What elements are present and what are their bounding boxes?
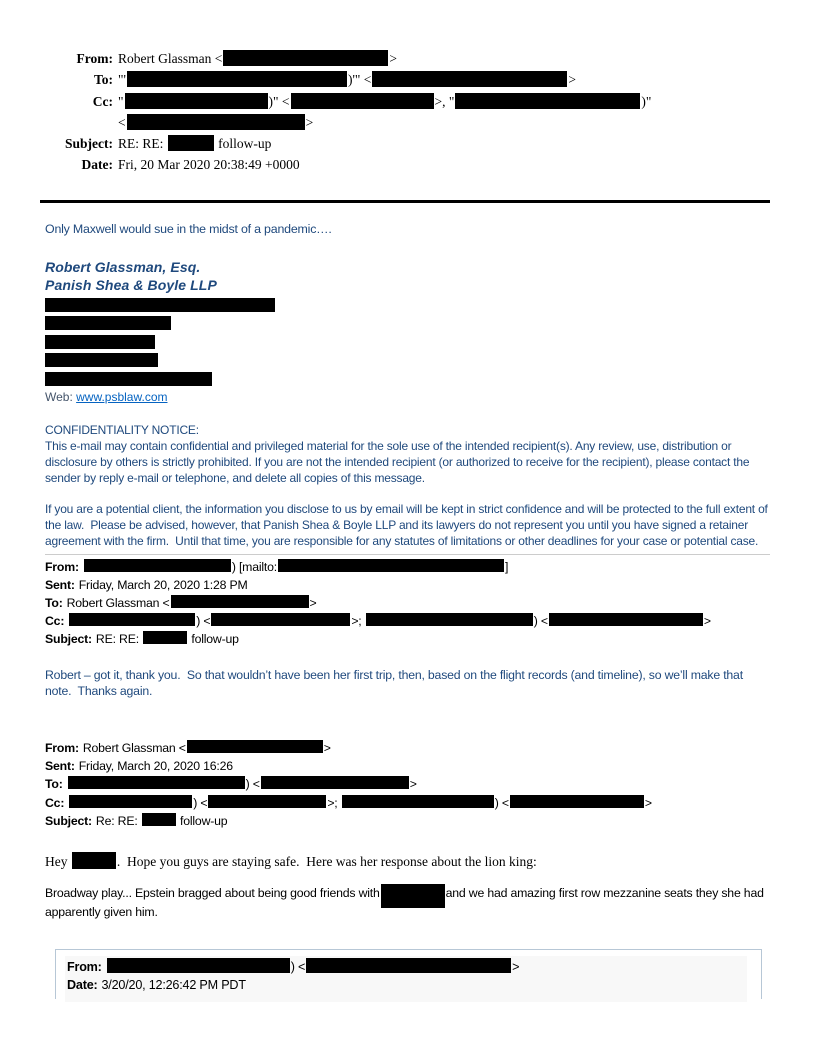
date-label: Date: [67, 978, 98, 993]
redaction-bar [45, 316, 171, 330]
redaction-bar [208, 795, 326, 808]
header-row-date [67, 976, 743, 994]
redaction-bar [127, 114, 305, 130]
redaction-bar [223, 50, 388, 66]
date-label: Date: [81, 157, 113, 173]
web-label: Web: [45, 390, 77, 405]
redaction-bar [125, 93, 268, 109]
to-label: To: [45, 596, 63, 611]
from-label: From: [45, 741, 79, 756]
header-row-date [45, 154, 651, 175]
from-label: From: [45, 559, 79, 574]
header-row-cc [45, 794, 770, 812]
notice-paragraph-1 [45, 423, 770, 486]
redaction-bar [211, 613, 350, 626]
redaction-bar [107, 958, 290, 973]
redaction-bar [68, 776, 245, 789]
redaction-bar [127, 71, 347, 87]
redaction-bar [69, 613, 195, 626]
notice-title: CONFIDENTIALITY NOTICE: [45, 423, 199, 438]
redaction-bar [171, 595, 309, 608]
header-row-sent [45, 576, 770, 594]
redaction-bar [291, 93, 434, 109]
from-label: From: [76, 51, 113, 66]
quoted-email-panel [65, 956, 747, 1002]
subject-label: Subject: [45, 632, 92, 647]
from-value: ) [mailto: ] [83, 560, 508, 574]
date-value: Fri, 20 Mar 2020 20:38:49 +0000 [118, 157, 300, 173]
header-row-to [45, 69, 651, 90]
signature-firm: Panish Shea & Boyle LLP [45, 277, 217, 294]
sent-value: Friday, March 20, 2020 1:28 PM [78, 577, 248, 592]
subject-label: Subject: [45, 813, 92, 828]
header-row-to [45, 594, 770, 612]
reply1-message: Robert – got it, thank you. So that wouldn’t have been her first trip, then, based on the flight records (and timeline), so we’ll make that note. Thanks again. [45, 667, 747, 698]
redaction-bar [45, 353, 158, 367]
redaction-bar [45, 335, 155, 349]
redaction-bar [187, 740, 323, 753]
message1-intro-line: Only Maxwell would sue in the midst of a pandemic…. [45, 221, 332, 236]
redaction-bar [261, 776, 409, 789]
header-row-to [45, 775, 770, 793]
cc-value: " )" < >, " )" < > [118, 93, 652, 130]
from-value: ) < > [106, 960, 520, 974]
cc-value: ) < >; ) < > [68, 614, 711, 628]
confidentiality-notice [45, 423, 770, 549]
from-value: Robert Glassman < > [118, 51, 397, 66]
to-value: ) < > [67, 777, 417, 791]
notice-paragraph-2 [45, 502, 770, 549]
header-row-subject [45, 812, 770, 830]
sent-label: Sent: [45, 759, 75, 774]
redaction-bar [342, 795, 494, 808]
redaction-bar [143, 631, 187, 644]
quoted-email-box [55, 949, 762, 999]
subject-label: Subject: [65, 136, 113, 152]
redaction-bar [278, 559, 504, 572]
cc-value: ) < >; ) < > [68, 796, 652, 810]
from-label: From: [67, 960, 102, 975]
subject-value: RE: RE: follow-up [118, 136, 272, 152]
psblaw-link[interactable]: www.psblaw.com [76, 390, 168, 405]
header-row-cc [45, 612, 770, 630]
signature-redactions [45, 298, 770, 386]
notice-text-2: If you are a potential client, the information you disclose to us by email will be kept in strict confidence and will be protected to the full extent of the law. Please be advised, however, that Panish Shea & Boyle LLP and its lawyers do not represent you until you have signed a retainer agreement with the firm. Until that time, you are responsible for any statutes of limitations or other deadlines for your case or potential case. [45, 502, 771, 548]
redaction-bar [381, 884, 445, 908]
reply2-header [45, 739, 770, 830]
redaction-bar [455, 93, 640, 109]
reply-divider-rule [45, 554, 770, 555]
to-value: Robert Glassman < > [66, 596, 317, 611]
redaction-bar [372, 71, 567, 87]
reply2-greeting-line: Hey . Hope you guys are staying safe. Here was her response about the lion king: [45, 854, 537, 870]
signature-name: Robert Glassman, Esq. [45, 258, 201, 275]
email-header-table [45, 48, 651, 176]
date-value: 3/20/20, 12:26:42 PM PDT [101, 978, 246, 993]
header-row-sent [45, 757, 770, 775]
sent-label: Sent: [45, 577, 75, 592]
redaction-bar [306, 958, 511, 973]
redaction-bar [142, 813, 176, 826]
sent-value: Friday, March 20, 2020 16:26 [78, 759, 233, 774]
redaction-bar [69, 795, 192, 808]
redaction-bar [549, 613, 703, 626]
to-value: "' )'" < > [118, 72, 577, 88]
header-row-subject [45, 133, 651, 154]
redaction-bar [45, 372, 212, 386]
redaction-bar [45, 298, 275, 312]
subject-value: Re: RE: follow-up [95, 813, 228, 828]
header-row-from [45, 739, 770, 757]
signature-block [45, 258, 770, 406]
reply1-header [45, 558, 770, 649]
signature-web-line [45, 390, 770, 405]
cc-label: Cc: [45, 614, 65, 629]
header-row-subject [45, 630, 770, 648]
redaction-bar [366, 613, 533, 626]
redaction-bar [510, 795, 644, 808]
from-value: Robert Glassman < > [82, 741, 331, 756]
cc-label: Cc: [45, 795, 65, 810]
redaction-bar [168, 135, 214, 151]
redaction-bar [84, 559, 231, 572]
to-label: To: [45, 777, 63, 792]
header-row-from [45, 48, 651, 69]
cc-label: Cc: [92, 93, 113, 109]
header-divider-rule [40, 200, 770, 203]
header-row-cc [45, 91, 651, 134]
redaction-bar [72, 852, 116, 869]
subject-value: RE: RE: follow-up [95, 632, 239, 647]
header-row-from [45, 558, 770, 576]
to-label: To: [93, 72, 113, 88]
notice-text-1: This e-mail may contain confidential and privileged material for the sole use of the intended recipient(s). Any review, use, distribution or disclosure by others is strictly prohibited. If you are not the intended recipient (or authorized to receive for the recipient), please contact the sender by reply e-mail or telephone, and delete all copies of this message. [45, 439, 753, 485]
reply2-body-paragraph: Broadway play... Epstein bragged about being good friends with and we had amazing first row mezzanine seats they she had apparently given him. [45, 886, 767, 920]
header-row-from [67, 958, 743, 976]
